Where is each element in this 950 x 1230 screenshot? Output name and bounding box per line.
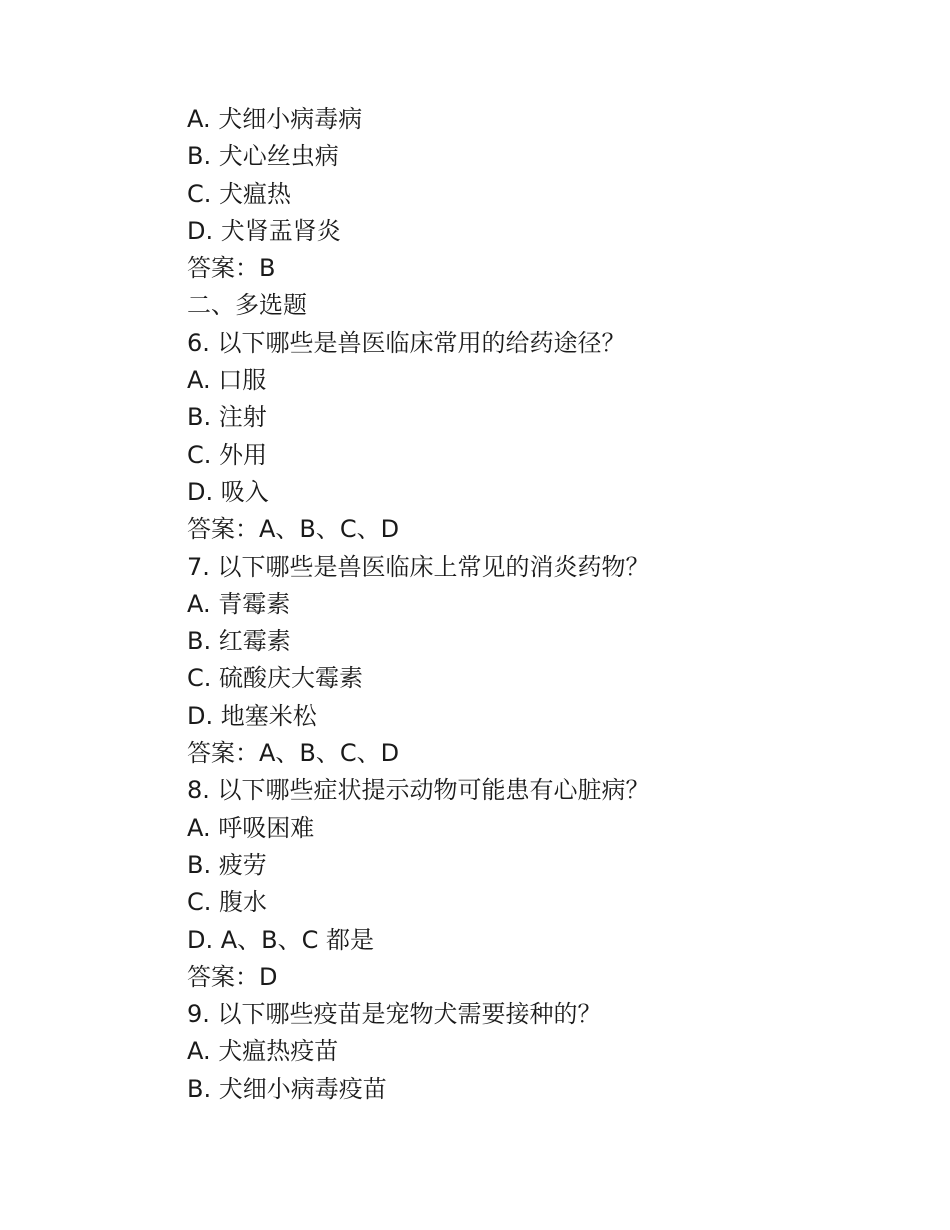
question-line: 7. 以下哪些是兽医临床上常见的消炎药物？ <box>187 552 650 581</box>
question-line: 6. 以下哪些是兽医临床常用的给药途径？ <box>187 328 626 357</box>
option-line: B. 红霉素 <box>187 627 291 656</box>
answer-line: 答案：A、B、C、D <box>187 739 400 768</box>
option-line: D. A、B、C 都是 <box>187 925 375 954</box>
option-line: B. 疲劳 <box>187 850 267 879</box>
option-line: C. 犬瘟热 <box>187 179 292 208</box>
option-line: C. 腹水 <box>187 888 268 917</box>
question-line: 8. 以下哪些症状提示动物可能患有心脏病？ <box>187 776 650 805</box>
answer-line: 答案：B <box>187 254 276 283</box>
option-line: A. 青霉素 <box>187 589 291 618</box>
document-body <box>187 101 787 1108</box>
question-line: 9. 以下哪些疫苗是宠物犬需要接种的？ <box>187 1000 602 1029</box>
option-line: A. 呼吸困难 <box>187 813 315 842</box>
option-line: D. 地塞米松 <box>187 701 317 730</box>
option-line: D. 犬肾盂肾炎 <box>187 216 341 245</box>
option-line: A. 犬细小病毒病 <box>187 105 363 133</box>
option-line: A. 口服 <box>187 366 267 395</box>
option-line: C. 硫酸庆大霉素 <box>187 664 364 693</box>
answer-line: 答案：D <box>187 962 278 991</box>
option-line: A. 犬瘟热疫苗 <box>187 1037 339 1066</box>
option-line: B. 注射 <box>187 403 267 432</box>
option-line: D. 吸入 <box>187 477 269 506</box>
option-line: C. 外用 <box>187 440 268 469</box>
answer-line: 答案：A、B、C、D <box>187 515 400 544</box>
option-line: B. 犬细小病毒疫苗 <box>187 1074 387 1103</box>
section-heading: 二、多选题 <box>187 291 307 320</box>
option-line: B. 犬心丝虫病 <box>187 142 339 171</box>
